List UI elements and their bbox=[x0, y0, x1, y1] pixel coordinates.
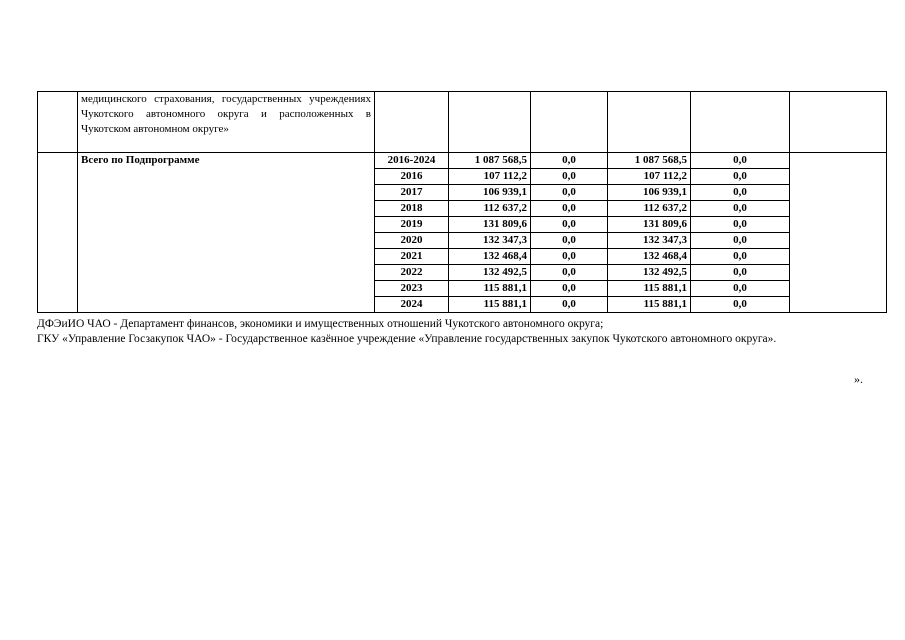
cell-total: 132 492,5 bbox=[449, 265, 531, 281]
cell-other: 0,0 bbox=[691, 297, 790, 313]
cell-total: 112 637,2 bbox=[449, 201, 531, 217]
cell-federal: 0,0 bbox=[531, 153, 608, 169]
cell-district: 107 112,2 bbox=[608, 169, 691, 185]
cell-district: 112 637,2 bbox=[608, 201, 691, 217]
cell-district: 1 087 568,5 bbox=[608, 153, 691, 169]
cell-total: 106 939,1 bbox=[449, 185, 531, 201]
cell-federal: 0,0 bbox=[531, 233, 608, 249]
cell-federal: 0,0 bbox=[531, 249, 608, 265]
cell-year: 2024 bbox=[375, 297, 449, 313]
cell-federal: 0,0 bbox=[531, 185, 608, 201]
subprogram-finance-table bbox=[37, 91, 887, 313]
cell-federal: 0,0 bbox=[531, 297, 608, 313]
cell-year: 2018 bbox=[375, 201, 449, 217]
table-row bbox=[38, 153, 887, 169]
footnote-dfeiio: ДФЭиИО ЧАО - Департамент финансов, экономики и имущественных отношений Чукотского автономного округа; bbox=[37, 318, 604, 330]
cell-year: 2021 bbox=[375, 249, 449, 265]
cell-number bbox=[38, 92, 78, 153]
cell-year: 2023 bbox=[375, 281, 449, 297]
cell-district: 132 468,4 bbox=[608, 249, 691, 265]
table-row-continuation bbox=[38, 92, 887, 153]
cell-district bbox=[608, 92, 691, 153]
cell-other: 0,0 bbox=[691, 185, 790, 201]
cell-description: медицинского страхования, государственных учреждениях Чукотского автономного округа и расположенных в Чукотском автономном округе» bbox=[78, 92, 375, 153]
closing-quote: ». bbox=[854, 372, 863, 386]
cell-other: 0,0 bbox=[691, 265, 790, 281]
cell-district: 132 347,3 bbox=[608, 233, 691, 249]
cell-total: 115 881,1 bbox=[449, 297, 531, 313]
cell-federal: 0,0 bbox=[531, 201, 608, 217]
cell-year: 2017 bbox=[375, 185, 449, 201]
cell-other: 0,0 bbox=[691, 169, 790, 185]
cell-year: 2016 bbox=[375, 169, 449, 185]
cell-year: 2020 bbox=[375, 233, 449, 249]
footnote-gku: ГКУ «Управление Госзакупок ЧАО» - Государственное казённое учреждение «Управление государственных закупок Чукотского автономного округа». bbox=[37, 333, 777, 345]
cell-district: 106 939,1 bbox=[608, 185, 691, 201]
cell-district: 131 809,6 bbox=[608, 217, 691, 233]
cell-total: 132 468,4 bbox=[449, 249, 531, 265]
cell-other: 0,0 bbox=[691, 249, 790, 265]
cell-executor bbox=[790, 92, 887, 153]
cell-other: 0,0 bbox=[691, 217, 790, 233]
cell-number bbox=[38, 153, 78, 313]
cell-other: 0,0 bbox=[691, 153, 790, 169]
cell-total: 132 347,3 bbox=[449, 233, 531, 249]
cell-total: 107 112,2 bbox=[449, 169, 531, 185]
cell-total bbox=[449, 92, 531, 153]
cell-year bbox=[375, 92, 449, 153]
cell-district: 132 492,5 bbox=[608, 265, 691, 281]
cell-other bbox=[691, 92, 790, 153]
cell-other: 0,0 bbox=[691, 201, 790, 217]
cell-federal bbox=[531, 92, 608, 153]
cell-total: 131 809,6 bbox=[449, 217, 531, 233]
cell-total: 115 881,1 bbox=[449, 281, 531, 297]
cell-other: 0,0 bbox=[691, 281, 790, 297]
cell-district: 115 881,1 bbox=[608, 297, 691, 313]
cell-federal: 0,0 bbox=[531, 265, 608, 281]
cell-federal: 0,0 bbox=[531, 281, 608, 297]
cell-other: 0,0 bbox=[691, 233, 790, 249]
footnotes bbox=[37, 317, 866, 347]
cell-total: 1 087 568,5 bbox=[449, 153, 531, 169]
cell-federal: 0,0 bbox=[531, 169, 608, 185]
total-label: Всего по Подпрограмме bbox=[78, 153, 375, 313]
cell-year: 2019 bbox=[375, 217, 449, 233]
cell-year: 2016-2024 bbox=[375, 153, 449, 169]
cell-district: 115 881,1 bbox=[608, 281, 691, 297]
cell-executor bbox=[790, 153, 887, 313]
cell-federal: 0,0 bbox=[531, 217, 608, 233]
cell-year: 2022 bbox=[375, 265, 449, 281]
